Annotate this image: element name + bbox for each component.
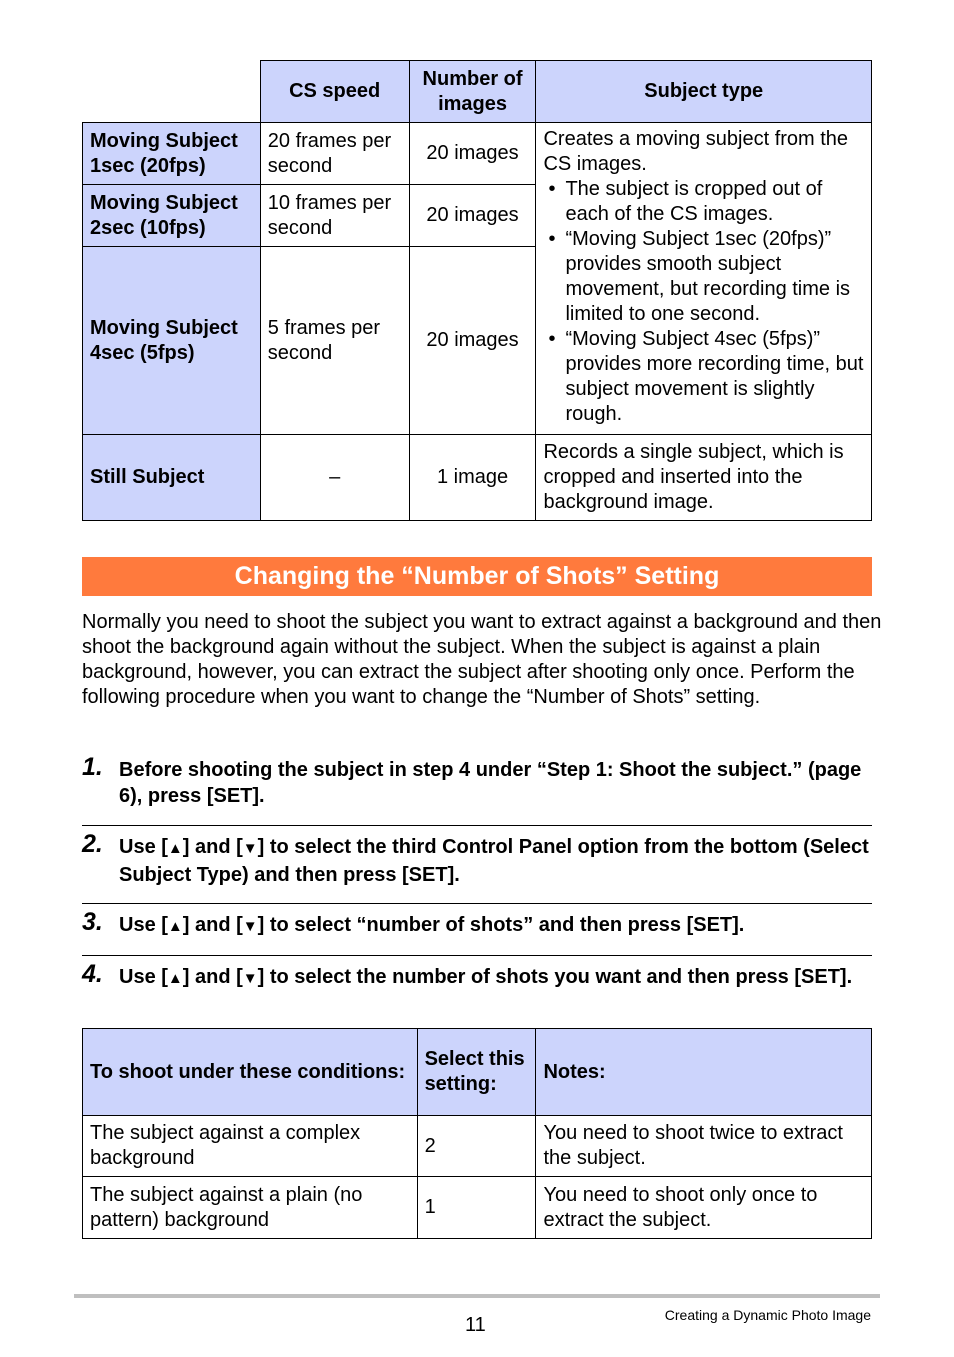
footer-divider [74,1294,880,1298]
bullet-list [543,177,864,427]
page-number: 11 [465,1314,486,1336]
table-cell: 20 images [409,247,536,435]
step-number: 3. [82,908,103,936]
table-cell: 20 images [409,123,536,185]
step-number: 4. [82,960,103,988]
col-header: To shoot under these conditions: [83,1029,418,1116]
row-header: Moving Subject 4sec (5fps) [83,247,261,435]
section-title: Changing the “Number of Shots” Setting [82,557,872,596]
col-header: CS speed [260,61,409,123]
col-header: Number of images [409,61,536,123]
step-4 [82,960,872,992]
row-header: Still Subject [83,435,261,521]
divider [82,955,872,956]
col-header: Notes: [536,1029,872,1116]
table-cell: 1 [417,1177,536,1239]
row-header: Moving Subject 2sec (10fps) [83,185,261,247]
step-3 [82,908,872,940]
down-arrow-icon: ▼ [242,840,258,857]
down-arrow-icon: ▼ [242,918,258,935]
intro-paragraph: Normally you need to shoot the subject you want to extract against a background and then shoot the background again without the subject. When the subject is against a plain background, however, you can extract the subject after shooting only once. Perform the following procedure when you want to change the “Number of Shots” setting. [82,611,882,708]
up-arrow-icon: ▲ [167,970,183,987]
up-arrow-icon: ▲ [167,918,183,935]
step-2 [82,830,872,888]
table-cell: The subject against a plain (no pattern) background [83,1177,418,1239]
table-cell: You need to shoot only once to extract the subject. [536,1177,872,1239]
col-header: Subject type [536,61,872,123]
still-description: Records a single subject, which is cropped and inserted into the background image. [536,435,872,521]
bullet-item: • The subject is cropped out of each of the CS images. [543,177,864,227]
step-number: 2. [82,830,103,858]
divider [82,825,872,826]
cs-speed-table [82,60,872,521]
running-title: Creating a Dynamic Photo Image [664,1307,871,1323]
moving-description: Creates a moving subject from the CS images. [543,128,849,175]
step-text: Use [▲] and [▼] to select “number of shots” and then press [SET]. [119,914,745,936]
table-cell: 5 frames per second [260,247,409,435]
table-cell: – [260,435,409,521]
step-1 [82,753,872,809]
table-cell: The subject against a complex background [83,1116,418,1177]
bullet-item: • “Moving Subject 1sec (20fps)” provides smooth subject movement, but recording time is limited to one second. [543,227,864,327]
divider [82,903,872,904]
step-number: 1. [82,753,103,781]
down-arrow-icon: ▼ [242,970,258,987]
table-cell: 10 frames per second [260,185,409,247]
bullet-item: • “Moving Subject 4sec (5fps)” provides more recording time, but subject movement is slightly rough. [543,327,864,427]
table-cell: You need to shoot twice to extract the subject. [536,1116,872,1177]
step-text: Use [▲] and [▼] to select the third Control Panel option from the bottom (Select Subject Type) and then press [SET]. [119,836,869,886]
step-text: Use [▲] and [▼] to select the number of shots you want and then press [SET]. [119,966,853,988]
number-of-shots-table [82,1028,872,1239]
up-arrow-icon: ▲ [167,840,183,857]
table-cell: 1 image [409,435,536,521]
table-cell: 20 frames per second [260,123,409,185]
row-header: Moving Subject 1sec (20fps) [83,123,261,185]
table-cell: 20 images [409,185,536,247]
table-corner [83,61,261,123]
col-header: Select this setting: [417,1029,536,1116]
step-text: Before shooting the subject in step 4 under “Step 1: Shoot the subject.” (page 6), press [SET]. [119,759,862,807]
table-cell: 2 [417,1116,536,1177]
moving-description-cell [536,123,872,435]
